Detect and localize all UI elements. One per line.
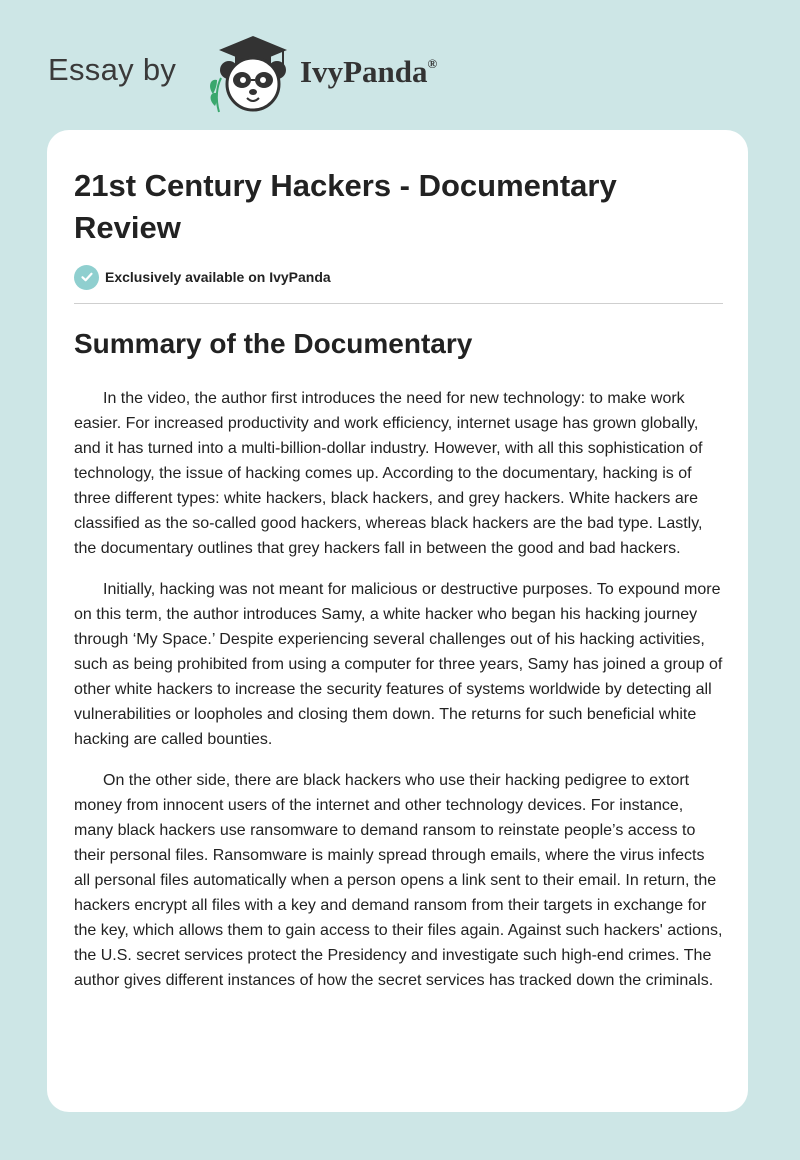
check-circle-icon: [74, 265, 99, 290]
paragraph-2: Initially, hacking was not meant for malicious or destructive purposes. To expound more on this term, the author introduces Samy, a white hacker who began his hacking journey through ‘My Space.’ Despite experiencing several challenges out of his hacking activities, such as being prohibited from using a computer for three years, Samy has joined a group of other white hackers to increase the security features of systems worldwide by detecting all vulnerabilities or loopholes and closing them down. The returns for such beneficial white hacking are called bounties.: [74, 581, 723, 748]
page-title: 21st Century Hackers - Documentary Review: [74, 168, 617, 245]
panda-graduate-logo-icon[interactable]: [203, 34, 293, 114]
divider: [74, 303, 723, 304]
site-header: [48, 34, 548, 114]
brand-name[interactable]: IvyPanda®: [300, 54, 438, 89]
badge-label: Exclusively available on IvyPanda: [105, 269, 331, 285]
article-card: [47, 130, 748, 1112]
paragraph-3: On the other side, there are black hackers who use their hacking pedigree to extort money from innocent users of the internet and other technology devices. For instance, many black hackers use ransomware to demand ransom to reinstate people’s access to their personal files. Ransomware is mainly spread through emails, where the virus infects all personal files automatically when a person opens a link sent to their email. In return, the hackers encrypt all files with a key and demand ransom from their targets in exchange for the key, which allows them to gain access to their files again. Against such hackers' actions, the U.S. secret services protect the Presidency and investigate such high-end crimes. The author gives different instances of how the secret services has tracked down the criminals.: [74, 772, 723, 989]
section-heading: Summary of the Documentary: [74, 328, 473, 359]
paragraph-1: In the video, the author first introduces the need for new technology: to make work easier. For increased productivity and work efficiency, internet usage has grown globally, and it has turned into a multi-billion-dollar industry. However, with all this sophistication of technology, the issue of hacking comes up. According to the documentary, hacking is of three different types: white hackers, black hackers, and grey hackers. White hackers are classified as the so-called good hackers, whereas black hackers are the bad type. Lastly, the documentary outlines that grey hackers fall in between the good and bad hackers.: [74, 390, 703, 557]
exclusive-badge: [74, 264, 331, 290]
essay-by-label: Essay by: [48, 52, 177, 87]
article-body: [74, 386, 724, 1009]
